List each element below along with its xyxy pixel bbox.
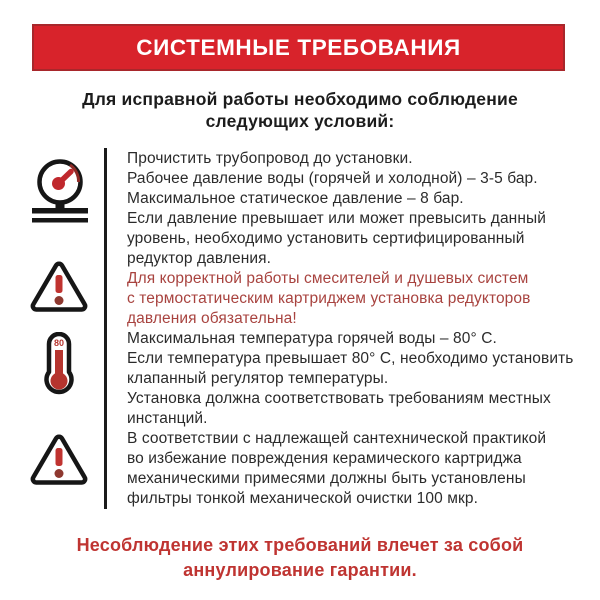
vertical-divider <box>104 148 107 509</box>
requirement-line: Прочистить трубопровод до установки. <box>127 150 413 167</box>
title-banner <box>32 24 565 71</box>
warranty-warning-line-1: Несоблюдение этих требований влечет за собой <box>76 535 524 555</box>
requirement-line: Рабочее давление воды (горячей и холодной) – 3-5 бар. <box>127 170 538 187</box>
pressure-gauge-icon <box>30 156 90 224</box>
requirement-line: Установка должна соответствовать требованиям местных <box>127 390 551 407</box>
intro-heading-line-2: следующих условий: <box>205 111 395 131</box>
warning-triangle-icon <box>30 260 88 318</box>
warranty-warning <box>0 533 600 583</box>
requirement-line: давления обязательна! <box>127 310 297 327</box>
requirement-line: Максимальное статическое давление – 8 бар. <box>127 190 464 207</box>
requirement-line: фильтры тонкой механической очистки 100 мкр. <box>127 490 479 507</box>
page-title: СИСТЕМНЫЕ ТРЕБОВАНИЯ <box>136 34 461 60</box>
requirement-line: с термостатическим картриджем установка редукторов <box>127 290 531 307</box>
requirement-line: Если температура превышает 80° C, необходимо установить <box>127 350 574 367</box>
requirement-line: механическими примесями должны быть установлены <box>127 470 526 487</box>
thermometer-icon <box>41 332 77 396</box>
requirement-line: Для корректной работы смесителей и душевых систем <box>127 270 529 287</box>
intro-heading <box>0 88 600 132</box>
requirement-line: Если давление превышает или может превысить данный <box>127 210 546 227</box>
requirement-line: уровень, необходимо установить сертифицированный <box>127 230 525 247</box>
requirement-line: редуктор давления. <box>127 250 272 267</box>
requirement-line: Максимальная температура горячей воды – 80° C. <box>127 330 497 347</box>
requirement-line: инстанций. <box>127 410 208 427</box>
requirement-line: В соответствии с надлежащей сантехнической практикой <box>127 430 547 447</box>
intro-heading-line-1: Для исправной работы необходимо соблюдение <box>82 89 518 109</box>
thermometer-label: 80 <box>53 338 65 348</box>
requirement-line: клапанный регулятор температуры. <box>127 370 389 387</box>
warning-triangle-icon <box>30 433 88 491</box>
requirements-text <box>127 149 592 509</box>
requirement-line: во избежание повреждения керамического картриджа <box>127 450 522 467</box>
warranty-warning-line-2: аннулирование гарантии. <box>183 560 417 580</box>
